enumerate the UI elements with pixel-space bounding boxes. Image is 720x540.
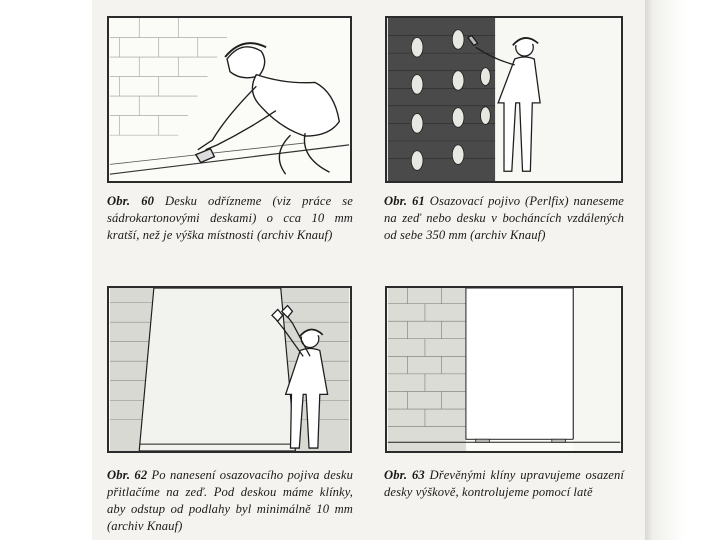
figure-61-illustration xyxy=(385,16,623,183)
worker-applying-adhesive-drawing xyxy=(387,18,621,181)
figure-63-caption xyxy=(384,467,624,501)
figure-62-text: Po nanesení osazovacího pojiva desku přitlačíme na zeď. Pod deskou máme klínky, aby odstup od podlahy byl minimálně 10 mm (archiv Knauf) xyxy=(107,468,353,533)
figure-60-text: Desku odřízneme (viz práce se sádrokartonovými deskami) o cca 10 mm kratší, než je výška místnosti (archiv Knauf) xyxy=(107,194,353,242)
worker-pressing-board-drawing xyxy=(109,288,350,451)
board-with-wedges-drawing xyxy=(387,288,621,451)
figure-63-illustration xyxy=(385,286,623,453)
figure-60-caption xyxy=(107,193,353,244)
worker-cutting-board-drawing xyxy=(109,18,350,181)
figure-60-label: Obr. 60 xyxy=(107,194,154,208)
figure-62-caption xyxy=(107,467,353,535)
figure-63-text: Dřevěnými klíny upravujeme osazení desky výškově, kontrolujeme pomocí latě xyxy=(384,468,624,499)
page-edge-shadow xyxy=(645,0,720,540)
figure-61-label: Obr. 61 xyxy=(384,194,425,208)
figure-61-caption xyxy=(384,193,624,244)
figure-62-label: Obr. 62 xyxy=(107,468,148,482)
figure-63-label: Obr. 63 xyxy=(384,468,425,482)
figure-61-text: Osazovací pojivo (Perlfix) naneseme na zeď nebo desku v bocháncích vzdálených od sebe 350 mm (archiv Knauf) xyxy=(384,194,624,242)
figure-60-illustration xyxy=(107,16,352,183)
figure-62-illustration xyxy=(107,286,352,453)
